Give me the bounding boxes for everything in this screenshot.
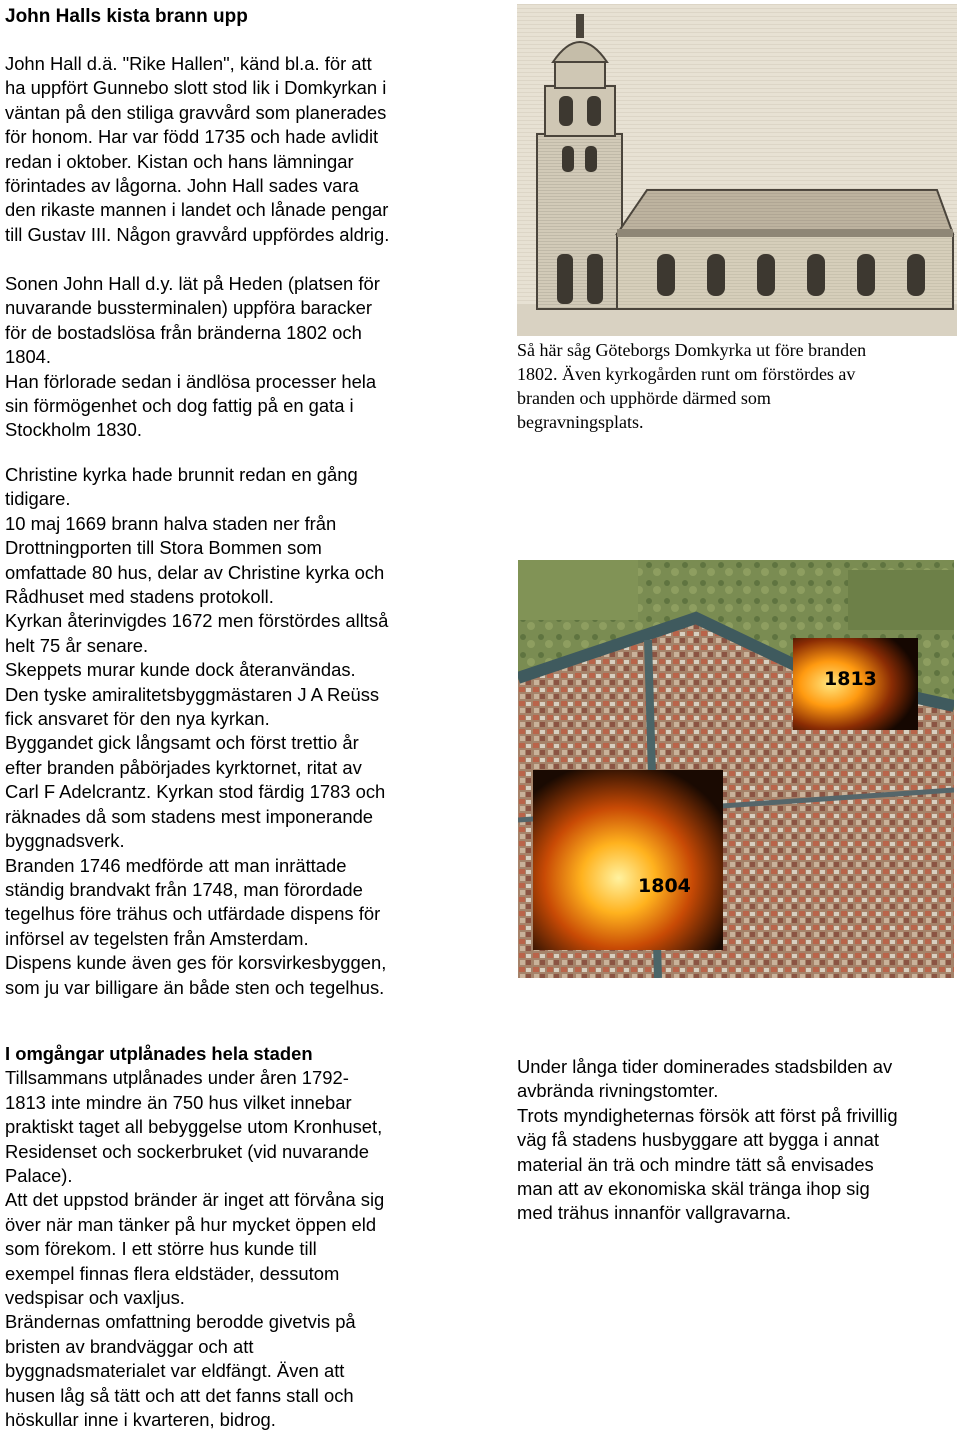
text-line: nuvarande bussterminalen) uppföra baracker [5,297,373,319]
section-title: I omgångar utplånades hela staden [5,1043,313,1064]
text-line: som ju var billigare än både sten och tegelhus. [5,976,385,998]
text-line: Kyrkan återinvigdes 1672 men förstördes alltså [5,610,389,632]
text-line: sin förmögenhet och dog fattig på en gata i [5,395,354,417]
text-line: Trots myndigheternas försök att först på frivillig [517,1104,898,1126]
text-line: räknades då som stadens mest imponerande [5,805,374,827]
text-line: praktiskt taget all bebyggelse utom Kronhuset, [5,1116,383,1138]
text-line: Skeppets murar kunde dock återanvändas. [5,659,356,681]
text-line: John Hall d.ä. "Rike Hallen", känd bl.a. för att [5,53,372,74]
caption-line: Så här såg Göteborgs Domkyrka ut före branden [517,340,867,360]
text-line: tegelhus före trähus och utfärdade dispens för [5,903,381,925]
caption-line: begravningsplats. [517,412,644,432]
text-line: Palace). [5,1165,73,1187]
church-drawing [517,4,957,336]
text-line: byggnadsverk. [5,830,125,852]
text-line: avbrända rivningstomter. [517,1080,719,1102]
text-line: förintades av lågorna. John Hall sades vara [5,175,359,197]
text-line: införsel av tegelsten från Amsterdam. [5,927,309,949]
text-line: Den tyske amiralitetsbyggmästaren J A Reüss [5,683,380,705]
fire-overlay-1804 [533,770,723,950]
text-line: Under långa tider dominerades stadsbilden av [517,1056,893,1077]
text-line: Rådhuset med stadens protokoll. [5,586,274,608]
text-line: höskullar inne i kvarteren, bidrog. [5,1409,276,1431]
map-label-1804: 1804 [638,875,691,897]
text-line: tidigare. [5,488,71,510]
text-line: Byggandet gick långsamt och först trettio år [5,732,359,754]
text-line: man att av ekonomiska skäl tränga ihop sig [517,1178,870,1200]
text-line: byggnadsmaterialet var eldfängt. Även att [5,1360,345,1382]
paragraph-john-hall-younger [5,272,380,443]
text-line: den rikaste mannen i landet och lånade pengar [5,199,389,221]
text-line: Sonen John Hall d.y. lät på Heden (platsen för [5,273,380,294]
text-line: Brändernas omfattning berodde givetvis på [5,1311,356,1333]
text-line: för de bostadslösa från bränderna 1802 och [5,321,362,343]
text-line: omfattade 80 hus, delar av Christine kyrka och [5,561,385,583]
caption-line: branden och upphörde därmed som [517,388,771,408]
aerial-map-image [518,560,954,978]
text-line: Han förlorade sedan i ändlösa processer hela [5,370,377,392]
text-line: helt 75 år senare. [5,634,149,656]
aerial-map-drawing [518,560,954,978]
text-line: ständig brandvakt från 1748, man förordade [5,878,363,900]
text-line: fick ansvaret för den nya kyrkan. [5,708,270,730]
text-line: 10 maj 1669 brann halva staden ner från [5,512,337,534]
text-line: husen låg så tätt och att det fanns stall och [5,1384,354,1406]
text-line: till Gustav III. Någon gravvård uppfördes aldrig. [5,223,390,245]
paragraph-rivningstomter [517,1055,898,1226]
text-line: Drottningporten till Stora Bommen som [5,537,322,559]
text-line: Dispens kunde även ges för korsvirkesbyggen, [5,952,387,974]
text-line: vedspisar och vaxljus. [5,1287,185,1309]
text-line: exempel finnas flera eldstäder, dessutom [5,1262,340,1284]
text-line: Christine kyrka hade brunnit redan en gång [5,464,358,485]
text-line: 1804. [5,346,52,368]
text-line: Stockholm 1830. [5,419,142,441]
text-line: med trähus innanför vallgravarna. [517,1202,791,1224]
text-line: Carl F Adelcrantz. Kyrkan stod färdig 1783 och [5,781,386,803]
map-label-1813: 1813 [824,668,877,690]
text-line: Tillsammans utplånades under åren 1792- [5,1067,349,1089]
text-line: ha uppfört Gunnebo slott stod lik i Domkyrkan i [5,77,387,99]
text-line: Att det uppstod bränder är inget att förvåna sig [5,1189,385,1211]
text-line: Residenset och sockerbruket (vid nuvarande [5,1140,369,1162]
text-line: material än trä och mindre tätt så envisades [517,1153,874,1175]
paragraph-john-hall-elder [5,52,389,247]
paragraph-stadsbrander [5,1042,384,1433]
text-line: redan i oktober. Kistan och hans lämningar [5,150,354,172]
text-line: väntan på den stiliga gravvård som planerades [5,101,387,123]
text-line: över när man tänker på hur mycket öppen eld [5,1213,377,1235]
paragraph-christine-kyrka [5,463,388,1000]
domkyrka-engraving-image [517,4,957,336]
text-line: väg få stadens husbyggare att bygga i annat [517,1129,879,1151]
caption-line: 1802. Även kyrkogården runt om förstördes av [517,364,856,384]
church-caption [517,338,866,434]
text-line: efter branden påbörjades kyrktornet, ritat av [5,756,362,778]
page-heading: John Halls kista brann upp [5,6,248,27]
text-line: Branden 1746 medförde att man inrättade [5,854,347,876]
text-line: bristen av brandväggar och att [5,1335,254,1357]
text-line: 1813 inte mindre än 750 hus vilket innebar [5,1091,352,1113]
text-line: för honom. Har var född 1735 och hade avlidit [5,126,379,148]
text-line: som förekom. I ett större hus kunde till [5,1238,317,1260]
